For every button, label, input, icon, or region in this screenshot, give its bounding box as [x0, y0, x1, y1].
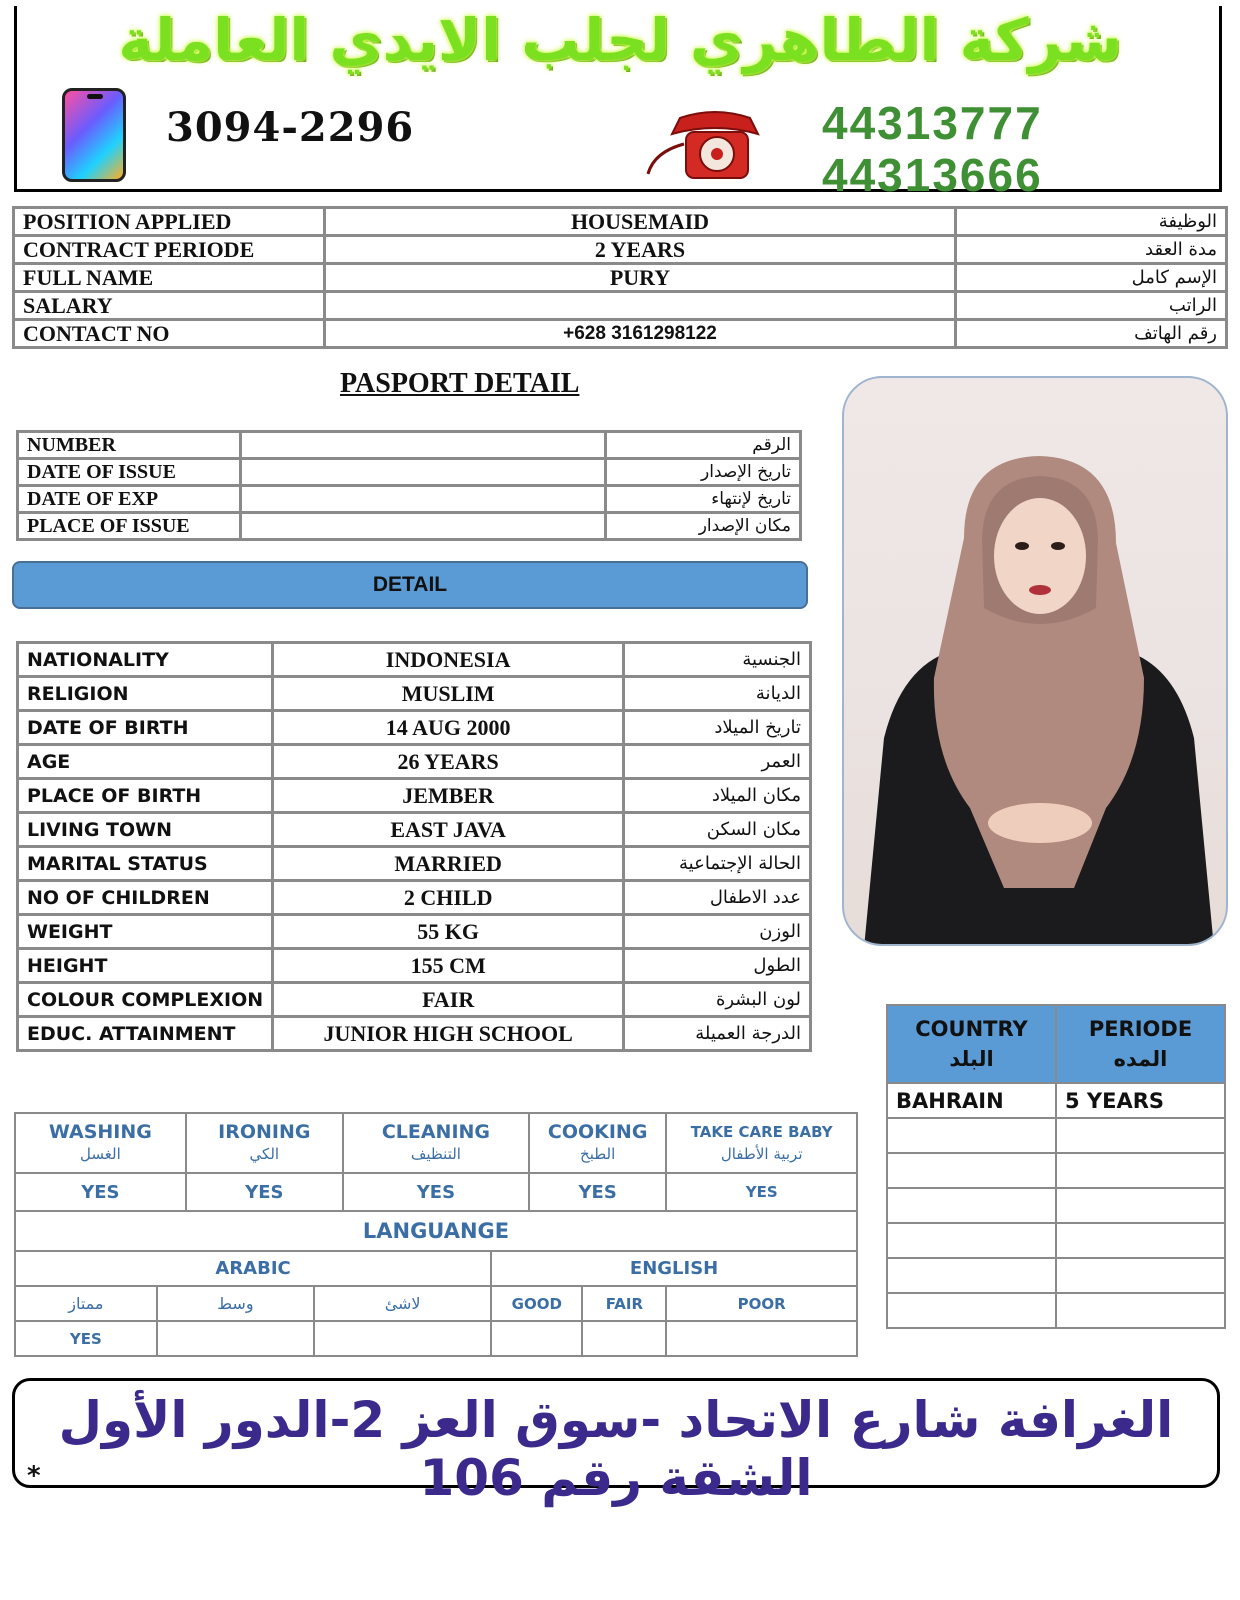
- field-label-arabic: عدد الاطفال: [624, 881, 811, 915]
- field-label-arabic: الراتب: [956, 292, 1227, 320]
- field-value: [325, 292, 956, 320]
- language-title: LANGUANGE: [15, 1211, 857, 1251]
- skills-table: [14, 1112, 858, 1357]
- table-row: [18, 915, 811, 949]
- skill-label: WASHING: [48, 1121, 152, 1143]
- field-label: AGE: [18, 745, 273, 779]
- skill-value: YES: [529, 1173, 666, 1211]
- level-arabic-excellent: ممتاز: [15, 1286, 157, 1321]
- country-header-en: COUNTRY: [915, 1017, 1028, 1041]
- table-row: [887, 1258, 1225, 1293]
- field-value: HOUSEMAID: [325, 208, 956, 236]
- skill-label-arabic: تربية الأطفال: [720, 1145, 803, 1163]
- table-row: [14, 236, 1227, 264]
- skills-value-row: [15, 1173, 857, 1211]
- field-label: NUMBER: [18, 432, 241, 459]
- table-row: [887, 1223, 1225, 1258]
- period-cell: [1056, 1118, 1225, 1153]
- field-value: JEMBER: [273, 779, 624, 813]
- field-label-arabic: الوظيفة: [956, 208, 1227, 236]
- level-arabic-none: لاشئ: [314, 1286, 491, 1321]
- table-row: [14, 320, 1227, 348]
- field-label: HEIGHT: [18, 949, 273, 983]
- field-label: NO OF CHILDREN: [18, 881, 273, 915]
- country-cell: [887, 1188, 1056, 1223]
- field-value: PURY: [325, 264, 956, 292]
- language-value: YES: [15, 1321, 157, 1356]
- table-row: [18, 711, 811, 745]
- period-cell: [1056, 1153, 1225, 1188]
- skill-label: TAKE CARE BABY: [690, 1123, 833, 1141]
- table-row: [18, 847, 811, 881]
- table-row: [18, 677, 811, 711]
- field-label: EDUC. ATTAINMENT: [18, 1017, 273, 1051]
- skill-value: YES: [15, 1173, 186, 1211]
- skill-value: YES: [666, 1173, 857, 1211]
- field-value: 2 YEARS: [325, 236, 956, 264]
- table-row: [18, 486, 801, 513]
- field-value: MARRIED: [273, 847, 624, 881]
- field-value: 14 AUG 2000: [273, 711, 624, 745]
- field-label-arabic: الوزن: [624, 915, 811, 949]
- smartphone-icon: [62, 88, 126, 182]
- table-row: [18, 513, 801, 540]
- field-label: POSITION APPLIED: [14, 208, 325, 236]
- address-footer: [12, 1378, 1220, 1507]
- skill-cooking: [529, 1113, 666, 1173]
- skill-label-arabic: التنظيف: [410, 1145, 461, 1163]
- field-value: [241, 486, 606, 513]
- language-arabic: ARABIC: [15, 1251, 491, 1286]
- mobile-number: 3094-2296: [166, 104, 415, 151]
- table-row: [14, 292, 1227, 320]
- field-label: LIVING TOWN: [18, 813, 273, 847]
- country-cell: [887, 1153, 1056, 1188]
- field-label-arabic: الديانة: [624, 677, 811, 711]
- table-row: [887, 1153, 1225, 1188]
- application-table: [12, 206, 1228, 349]
- period-cell: [1056, 1188, 1225, 1223]
- country-cell: [887, 1118, 1056, 1153]
- field-label: COLOUR COMPLEXION: [18, 983, 273, 1017]
- field-label-arabic: الحالة الإجتماعية: [624, 847, 811, 881]
- field-label-arabic: تاريخ لإنتهاء: [606, 486, 801, 513]
- field-value: 55 KG: [273, 915, 624, 949]
- skill-label-arabic: الكي: [249, 1145, 280, 1163]
- table-row: [887, 1083, 1225, 1118]
- applicant-photo: [842, 376, 1228, 946]
- field-label: DATE OF ISSUE: [18, 459, 241, 486]
- skill-value: YES: [186, 1173, 343, 1211]
- field-label-arabic: تاريخ الإصدار: [606, 459, 801, 486]
- table-row: [18, 459, 801, 486]
- field-label: RELIGION: [18, 677, 273, 711]
- country-header: [887, 1005, 1056, 1083]
- table-row: [18, 813, 811, 847]
- period-cell: [1056, 1293, 1225, 1328]
- field-value: INDONESIA: [273, 643, 624, 677]
- level-english-fair: FAIR: [582, 1286, 666, 1321]
- field-label-arabic: العمر: [624, 745, 811, 779]
- skill-take-care-baby: [666, 1113, 857, 1173]
- field-label: WEIGHT: [18, 915, 273, 949]
- language-values-row: [15, 1321, 857, 1356]
- field-value: FAIR: [273, 983, 624, 1017]
- field-label: PLACE OF BIRTH: [18, 779, 273, 813]
- field-value: 26 YEARS: [273, 745, 624, 779]
- field-label: MARITAL STATUS: [18, 847, 273, 881]
- level-english-good: GOOD: [491, 1286, 582, 1321]
- language-value: [582, 1321, 666, 1356]
- field-label: DATE OF EXP: [18, 486, 241, 513]
- field-value: MUSLIM: [273, 677, 624, 711]
- table-row: [18, 779, 811, 813]
- country-cell: [887, 1293, 1056, 1328]
- passport-table: [16, 430, 802, 541]
- country-cell: [887, 1258, 1056, 1293]
- field-label: PLACE OF ISSUE: [18, 513, 241, 540]
- field-label-arabic: الرقم: [606, 432, 801, 459]
- skill-label: COOKING: [547, 1121, 648, 1143]
- detail-section-bar: DETAIL: [12, 561, 808, 609]
- table-row: [14, 264, 1227, 292]
- period-cell: 5 YEARS: [1056, 1083, 1225, 1118]
- telephone-number-2: 44313666: [822, 149, 1043, 201]
- language-value: [314, 1321, 491, 1356]
- country-cell: BAHRAIN: [887, 1083, 1056, 1118]
- language-value: [157, 1321, 314, 1356]
- field-label: SALARY: [14, 292, 325, 320]
- passport-section-title: PASPORT DETAIL: [340, 368, 580, 399]
- detail-table: [16, 641, 812, 1052]
- period-cell: [1056, 1223, 1225, 1258]
- table-row: [18, 949, 811, 983]
- field-label: FULL NAME: [14, 264, 325, 292]
- field-label-arabic: الإسم كامل: [956, 264, 1227, 292]
- skills-header-row: [15, 1113, 857, 1173]
- field-value: JUNIOR HIGH SCHOOL: [273, 1017, 624, 1051]
- field-label: DATE OF BIRTH: [18, 711, 273, 745]
- field-value: 2 CHILD: [273, 881, 624, 915]
- skill-washing: [15, 1113, 186, 1173]
- field-value: [241, 459, 606, 486]
- language-title-row: [15, 1211, 857, 1251]
- applicant-portrait-illustration: [844, 378, 1228, 946]
- field-label-arabic: تاريخ الميلاد: [624, 711, 811, 745]
- language-value: [666, 1321, 857, 1356]
- table-row: [18, 745, 811, 779]
- field-value: 155 CM: [273, 949, 624, 983]
- language-levels-row: [15, 1286, 857, 1321]
- field-value: +628 3161298122: [325, 320, 956, 348]
- field-value: EAST JAVA: [273, 813, 624, 847]
- period-header: [1056, 1005, 1225, 1083]
- table-row: [887, 1188, 1225, 1223]
- table-row: [18, 432, 801, 459]
- table-row: [18, 983, 811, 1017]
- table-row: [887, 1118, 1225, 1153]
- table-row: [887, 1293, 1225, 1328]
- table-row: [18, 1017, 811, 1051]
- field-label-arabic: مكان الإصدار: [606, 513, 801, 540]
- field-label: CONTACT NO: [14, 320, 325, 348]
- level-english-poor: POOR: [666, 1286, 857, 1321]
- table-row: [18, 881, 811, 915]
- skill-label-arabic: الغسل: [80, 1145, 121, 1163]
- field-label-arabic: الطول: [624, 949, 811, 983]
- period-header-en: PERIODE: [1088, 1017, 1193, 1041]
- field-label: NATIONALITY: [18, 643, 273, 677]
- telephone-number-1: 44313777: [822, 97, 1043, 149]
- language-value: [491, 1321, 582, 1356]
- language-names-row: [15, 1251, 857, 1286]
- table-row: [14, 208, 1227, 236]
- skill-label-arabic: الطبخ: [580, 1145, 616, 1163]
- field-label-arabic: الدرجة العميلة: [624, 1017, 811, 1051]
- language-english: ENGLISH: [491, 1251, 857, 1286]
- level-arabic-average: وسط: [157, 1286, 314, 1321]
- telephone-icon: [640, 104, 790, 182]
- field-label-arabic: مدة العقد: [956, 236, 1227, 264]
- country-cell: [887, 1223, 1056, 1258]
- period-cell: [1056, 1258, 1225, 1293]
- field-label: CONTRACT PERIODE: [14, 236, 325, 264]
- field-label-arabic: مكان السكن: [624, 813, 811, 847]
- field-label-arabic: لون البشرة: [624, 983, 811, 1017]
- table-row: [18, 643, 811, 677]
- table-header-row: [887, 1005, 1225, 1083]
- footnote-mark: *: [27, 1461, 41, 1491]
- country-header-ar: البلد: [949, 1047, 994, 1071]
- skill-cleaning: [343, 1113, 529, 1173]
- field-label-arabic: رقم الهاتف: [956, 320, 1227, 348]
- work-experience-table: [886, 1004, 1226, 1329]
- skill-label: CLEANING: [381, 1121, 491, 1143]
- skill-ironing: [186, 1113, 343, 1173]
- field-value: [241, 513, 606, 540]
- period-header-ar: المده: [1113, 1047, 1168, 1071]
- skill-value: YES: [343, 1173, 529, 1211]
- office-address: الغرافة شارع الاتحاد -سوق العز 2-الدور الأول الشقة رقم 106: [58, 1391, 1174, 1507]
- field-label-arabic: الجنسية: [624, 643, 811, 677]
- field-label-arabic: مكان الميلاد: [624, 779, 811, 813]
- field-value: [241, 432, 606, 459]
- company-name: شركة الطاهري لجلب الايدي العاملة: [118, 6, 1122, 74]
- skill-label: IRONING: [218, 1121, 311, 1143]
